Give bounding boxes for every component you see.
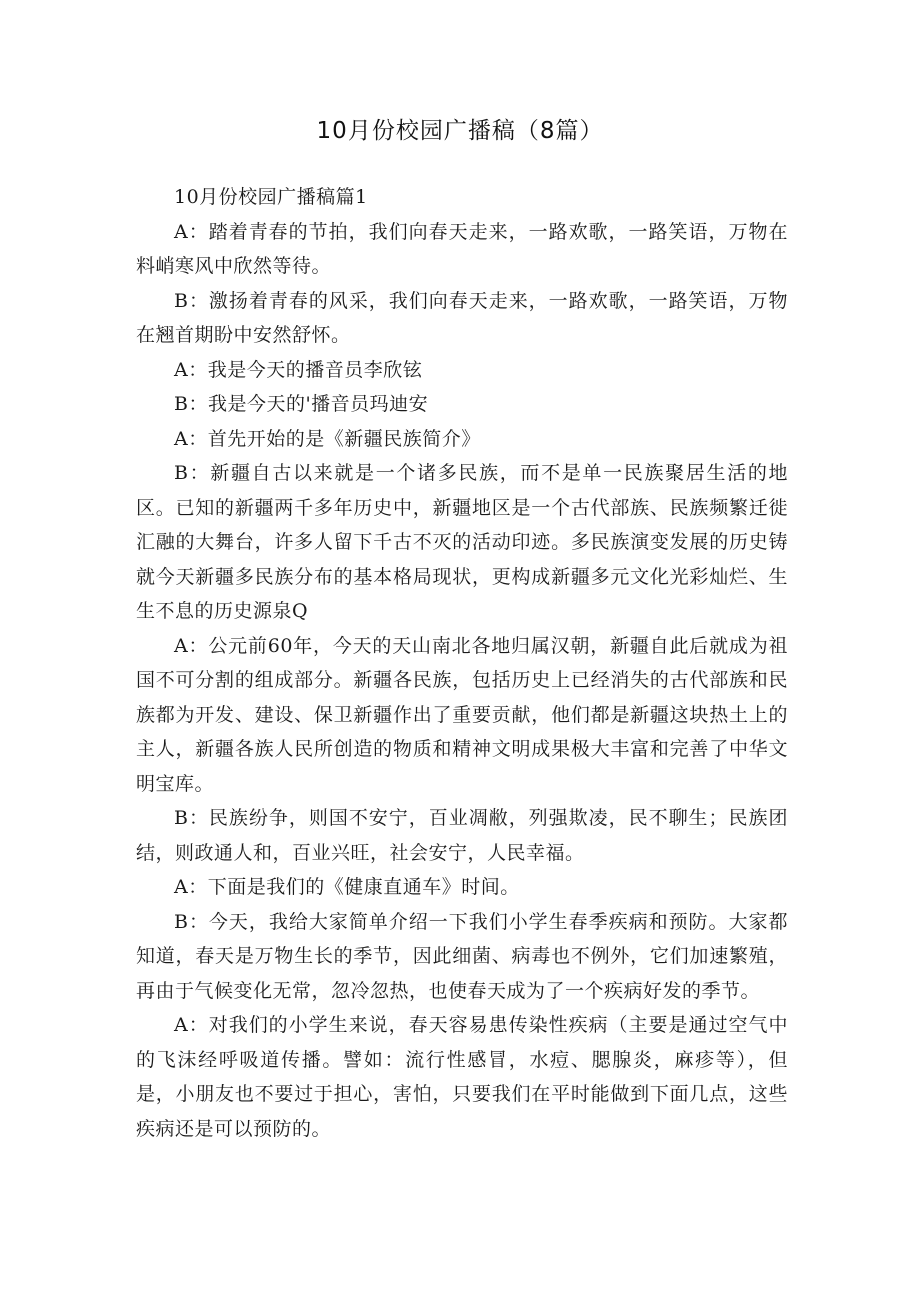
paragraph: A：我是今天的播音员李欣铉: [174, 358, 423, 381]
paragraph: A：公元前60年，今天的天山南北各地归属汉朝，新疆自此后就成为祖国不可分割的组成部分。新疆各民族，包括历史上已经消失的古代部族和民族都为开发、建设、保卫新疆作出了重要贡献，他们都是新疆这块热土上的主人，新疆各族人民所创造的物质和精神文明成果极大丰富和完善了中华文明宝库。: [136, 634, 788, 795]
paragraph: B：我是今天的'播音员玛迪安: [174, 393, 429, 415]
document-title: 10月份校园广播稿（8篇）: [316, 118, 604, 144]
document-body: [136, 180, 788, 1146]
paragraph: A：踏着青春的节拍，我们向春天走来，一路欢歌，一路笑语，万物在料峭寒风中欣然等待。: [136, 220, 788, 277]
paragraph: A：对我们的小学生来说，春天容易患传染性疾病（主要是通过空气中的飞沫经呼吸道传播。譬如：流行性感冒，水痘、腮腺炎，麻疹等），但是，小朋友也不要过于担心，害怕，只要我们在平时能做到下面几点，这些疾病还是可以预防的。: [136, 1014, 788, 1140]
paragraph: B：今天，我给大家简单介绍一下我们小学生春季疾病和预防。大家都知道，春天是万物生长的季节，因此细菌、病毒也不例外，它们加速繁殖，再由于气候变化无常，忽冷忽热，也使春天成为了一个疾病好发的季节。: [136, 910, 788, 1002]
paragraph: B：激扬着青春的风采，我们向春天走来，一路欢歌，一路笑语，万物在翘首期盼中安然舒怀。: [136, 289, 788, 346]
paragraph: A：首先开始的是《新疆民族简介》: [174, 427, 481, 450]
paragraph: B：民族纷争，则国不安宁，百业凋敝，列强欺凌，民不聊生；民族团结，则政通人和，百业兴旺，社会安宁，人民幸福。: [136, 807, 788, 864]
section-heading: 10月份校园广播稿篇1: [174, 186, 368, 208]
paragraph: A：下面是我们的《健康直通车》时间。: [174, 876, 520, 898]
paragraph: B：新疆自古以来就是一个诸多民族，而不是单一民族聚居生活的地区。已知的新疆两千多年历史中，新疆地区是一个古代部族、民族频繁迁徙汇融的大舞台，许多人留下千古不灭的活动印迹。多民族演变发展的历史铸就今天新疆多民族分布的基本格局现状，更构成新疆多元文化光彩灿烂、生生不息的历史源泉Q: [136, 462, 788, 622]
